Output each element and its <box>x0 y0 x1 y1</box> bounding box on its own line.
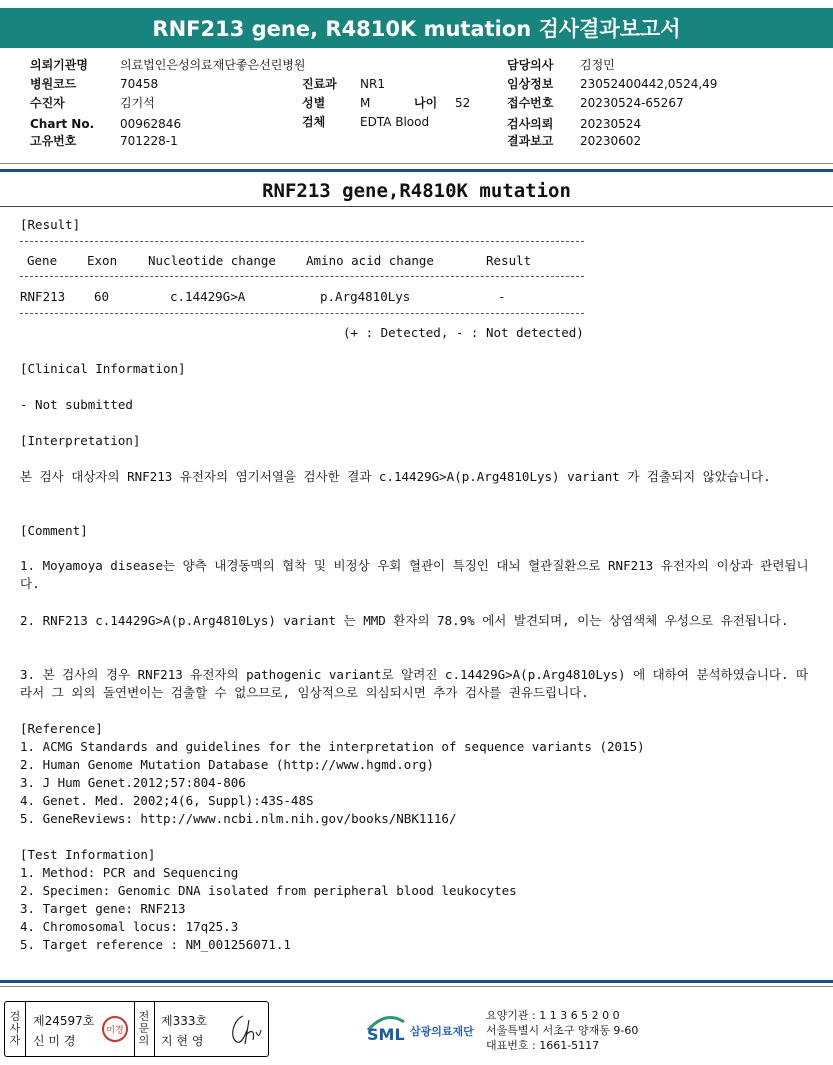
divider <box>25 1002 26 1056</box>
request-date-label: 검사의뢰 <box>507 117 554 131</box>
specialist-label-char: 의 <box>138 1034 150 1047</box>
receipt-no-value: 20230524-65267 <box>580 96 684 110</box>
cell-nucleotide: c.14429G>A <box>170 289 246 304</box>
hospital-code-label: 병원코드 <box>30 77 77 91</box>
reference-item: 5. GeneReviews: http://www.ncbi.nlm.nih.gov/books/NBK1116/ <box>20 811 457 826</box>
report-title: RNF213 gene, R4810K mutation 검사결과보고서 <box>0 8 833 48</box>
doctor-label: 담당의사 <box>507 58 554 72</box>
footer-info <box>486 1008 638 1053</box>
test-info-heading: [Test Information] <box>20 847 156 862</box>
divider <box>0 169 833 172</box>
reference-item: 3. J Hum Genet.2012;57:804-806 <box>20 775 246 790</box>
col-header-result: Result <box>486 253 532 268</box>
sex-value: M <box>360 96 371 110</box>
section-title: RNF213 gene,R4810K mutation <box>262 180 571 202</box>
age-value: 52 <box>455 96 471 110</box>
chart-no-value: 00962846 <box>120 117 182 131</box>
examiner-seal: 미경 <box>102 1016 128 1042</box>
result-heading: [Result] <box>20 217 81 232</box>
chart-no-label: Chart No. <box>30 117 95 131</box>
divider <box>0 986 833 987</box>
dept-value: NR1 <box>360 77 385 91</box>
comment-item: 1. Moyamoya disease는 양측 내경동맥의 협착 및 비정상 우회 혈관이 특징인 대뇌 혈관질환으로 RNF213 유전자의 이상과 관련됩니다. <box>20 558 809 591</box>
sex-label: 성별 <box>302 96 326 110</box>
sml-logo-icon <box>366 1010 406 1044</box>
test-info-item: 3. Target gene: RNF213 <box>20 901 186 916</box>
dashed-divider <box>20 276 584 277</box>
unique-id-label: 고유번호 <box>30 134 77 148</box>
dashed-divider <box>20 241 584 242</box>
interpretation-text: 본 검사 대상자의 RNF213 유전자의 염기서열을 검사한 결과 c.14429G>A(p.Arg4810Lys) variant 가 검출되지 않았습니다. <box>20 469 771 484</box>
specimen-value: EDTA Blood <box>360 115 430 129</box>
cell-gene: RNF213 <box>20 289 66 304</box>
report-date-value: 20230602 <box>580 134 642 148</box>
logo-text: SML <box>367 1025 405 1044</box>
test-info-item: 5. Target reference : NM_001256071.1 <box>20 937 291 952</box>
interpretation-heading: [Interpretation] <box>20 433 141 448</box>
signature-box <box>4 1001 269 1057</box>
cell-exon: 60 <box>94 289 110 304</box>
reference-item: 4. Genet. Med. 2002;4(6, Suppl):43S-48S <box>20 793 314 808</box>
cell-result: - <box>498 289 506 304</box>
examiner-license-no: 제24597호 <box>33 1014 95 1028</box>
clinical-heading: [Clinical Information] <box>20 361 186 376</box>
dashed-divider <box>20 313 584 314</box>
divider <box>0 206 833 207</box>
divider <box>154 1002 155 1056</box>
clinical-info-label: 임상정보 <box>507 77 554 91</box>
org-logo <box>366 1010 474 1048</box>
comment-item: 3. 본 검사의 경우 RNF213 유전자의 pathogenic variant로 알려진 c.14429G>A(p.Arg4810Lys) 에 대하여 분석하였습니다. 따라서 그 외의 돌연변이는 검출할 수 없으므로, 임상적으로 의심되시면 추가 검사를 권유드립니다. <box>20 667 809 700</box>
footer-address: 서울특별시 서초구 양재동 9-60 <box>486 1024 639 1037</box>
divider <box>0 980 833 983</box>
request-date-value: 20230524 <box>580 117 642 131</box>
patient-label: 수진자 <box>30 96 65 110</box>
receipt-no-label: 접수번호 <box>507 96 554 110</box>
hospital-code-value: 70458 <box>120 77 159 91</box>
col-header-amino-acid: Amino acid change <box>306 253 434 268</box>
test-info-item: 4. Chromosomal locus: 17q25.3 <box>20 919 239 934</box>
patient-value: 김기석 <box>120 96 155 110</box>
examiner-label-char: 자 <box>9 1034 21 1047</box>
col-header-exon: Exon <box>87 253 118 268</box>
divider <box>134 1002 135 1056</box>
comment-heading: [Comment] <box>20 523 88 538</box>
reference-item: 2. Human Genome Mutation Database (http://www.hgmd.org) <box>20 757 434 772</box>
examiner-label-char: 사 <box>9 1022 21 1035</box>
test-info-item: 1. Method: PCR and Sequencing <box>20 865 239 880</box>
result-legend: (+ : Detected, - : Not detected) <box>343 325 584 340</box>
footer-institution-code: 요양기관 : 1 1 3 6 5 2 0 0 <box>486 1009 620 1022</box>
comment-item: 2. RNF213 c.14429G>A(p.Arg4810Lys) variant 는 MMD 환자의 78.9% 에서 발견되며, 이는 상염색체 우성으로 유전됩니다. <box>20 613 789 628</box>
clinical-text: - Not submitted <box>20 397 133 412</box>
org-name: 삼광의료재단 <box>410 1025 474 1038</box>
doctor-value: 김정민 <box>580 58 615 72</box>
examiner-label-char: 검 <box>9 1010 21 1023</box>
footer-phone: 대표번호 : 1661-5117 <box>486 1039 600 1052</box>
reference-heading: [Reference] <box>20 721 103 736</box>
specimen-label: 검체 <box>302 115 326 129</box>
col-header-gene: Gene <box>27 253 58 268</box>
unique-id-value: 701228-1 <box>120 134 178 148</box>
hospital-name-value: 의료법인은성의료재단좋은선린병원 <box>120 58 306 72</box>
age-label: 나이 <box>414 96 438 110</box>
handwritten-signature <box>225 1010 263 1048</box>
dept-label: 진료과 <box>302 77 337 91</box>
test-info-item: 2. Specimen: Genomic DNA isolated from peripheral blood leukocytes <box>20 883 517 898</box>
reference-item: 1. ACMG Standards and guidelines for the interpretation of sequence variants (2015) <box>20 739 645 754</box>
divider <box>0 163 833 164</box>
specialist-license-no: 제333호 <box>161 1014 208 1028</box>
examiner-name: 신 미 경 <box>33 1034 76 1048</box>
specialist-label-char: 전 <box>138 1010 150 1023</box>
specialist-name: 지 현 영 <box>161 1034 204 1048</box>
specialist-label-char: 문 <box>138 1022 150 1035</box>
clinical-info-value: 23052400442,0524,49 <box>580 77 718 91</box>
hospital-name-label: 의뢰기관명 <box>30 58 88 72</box>
report-date-label: 결과보고 <box>507 134 554 148</box>
cell-amino-acid: p.Arg4810Lys <box>320 289 411 304</box>
col-header-nucleotide: Nucleotide change <box>148 253 276 268</box>
